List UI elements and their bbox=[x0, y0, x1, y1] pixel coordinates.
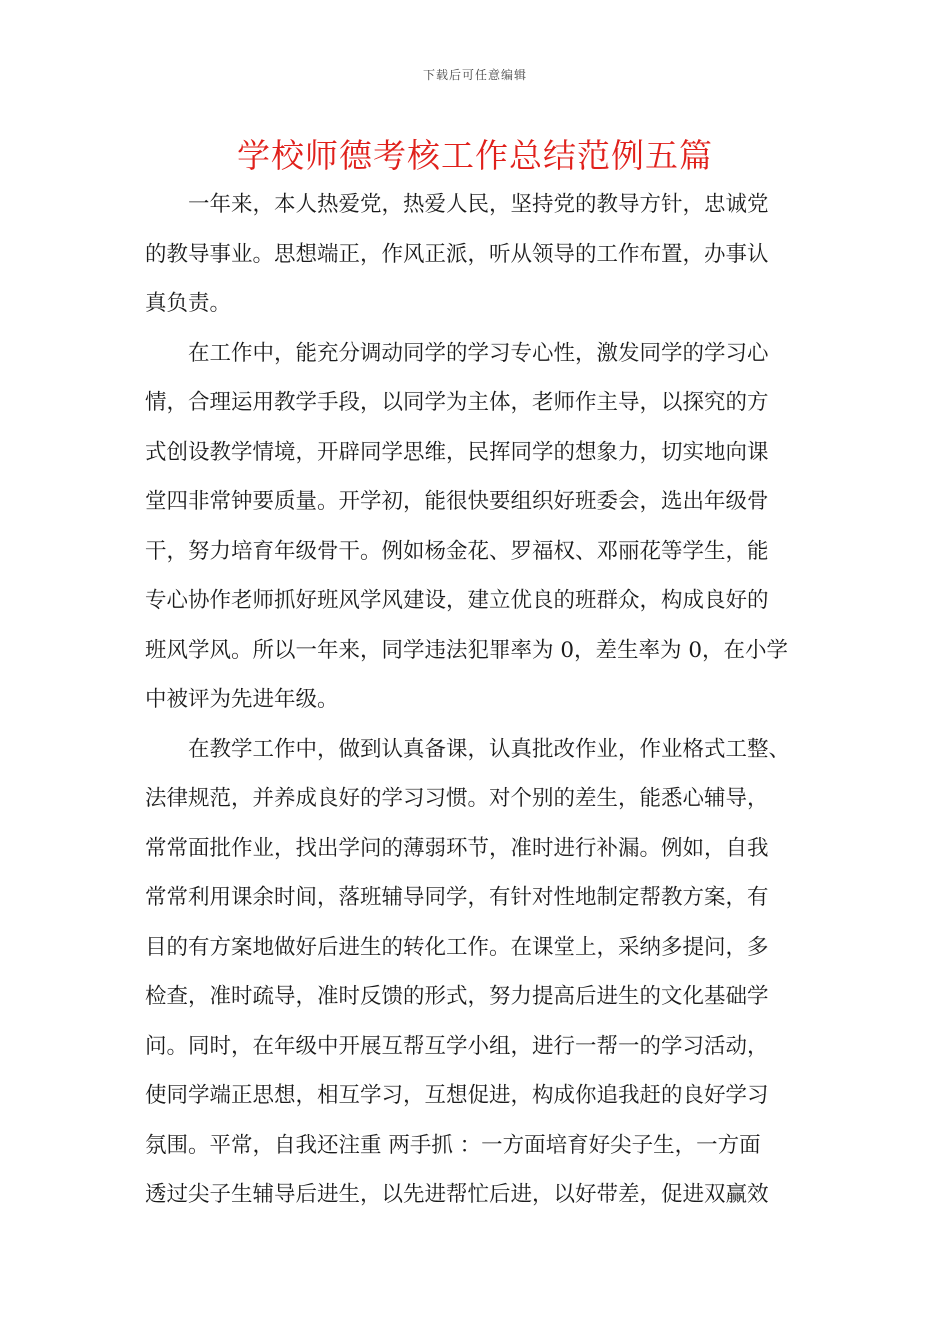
paragraph-line: 干，努力培育年级骨干。例如杨金花、罗福权、邓丽花等学生，能 bbox=[145, 538, 769, 564]
paragraph-line: 在教学工作中，做到认真备课，认真批改作业，作业格式工整、 bbox=[188, 736, 791, 762]
paragraph-line: 常常利用课余时间，落班辅导同学，有针对性地制定帮教方案，有 bbox=[145, 885, 769, 910]
paragraph-line: 堂四非常钟要质量。开学初，能很快要组织好班委会，选出年级骨 bbox=[145, 489, 769, 514]
paragraph-line: 在工作中，能充分调动同学的学习专心性，激发同学的学习心 bbox=[188, 340, 769, 366]
paragraph-line: 班风学风。所以一年来，同学违法犯罪率为 0，差生率为 0，在小学 bbox=[145, 637, 789, 663]
paragraph-line: 法律规范，并养成良好的学习习惯。对个别的差生，能悉心辅导， bbox=[145, 786, 769, 811]
paragraph-line: 式创设教学情境，开辟同学思维，民挥同学的想象力，切实地向课 bbox=[145, 439, 769, 465]
paragraph-line: 检查，准时疏导，准时反馈的形式，努力提高后进生的文化基础学 bbox=[145, 984, 769, 1009]
paragraph-line: 问。同时，在年级中开展互帮互学小组，进行一帮一的学习活动， bbox=[145, 1033, 769, 1059]
paragraph-line: 真负责。 bbox=[145, 291, 232, 316]
paragraph-line: 一年来，本人热爱党，热爱人民，坚持党的教导方针，忠诚党 bbox=[188, 192, 769, 217]
paragraph-line: 常常面批作业，找出学问的薄弱环节，准时进行补漏。例如，自我 bbox=[145, 835, 769, 861]
paragraph-line: 中被评为先进年级。 bbox=[145, 687, 339, 712]
paragraph-3 bbox=[145, 725, 815, 1220]
document-body bbox=[145, 180, 815, 1220]
document-title: 学校师德考核工作总结范例五篇 bbox=[237, 136, 713, 175]
paragraph-line: 氛围。平常，自我还注重 两手抓 ：一方面培育好尖子生，一方面 bbox=[145, 1132, 761, 1158]
paragraph-line: 情，合理运用教学手段，以同学为主体，老师作主导，以探究的方 bbox=[145, 390, 769, 415]
paragraph-line: 目的有方案地做好后进生的转化工作。在课堂上，采纳多提问，多 bbox=[145, 934, 769, 960]
paragraph-line: 透过尖子生辅导后进生，以先进帮忙后进，以好带差，促进双赢效 bbox=[145, 1182, 769, 1207]
paragraph-line: 的教导事业。思想端正，作风正派，听从领导的工作布置，办事认 bbox=[145, 241, 769, 267]
paragraph-2 bbox=[145, 329, 815, 725]
page-header-note: 下载后可任意编辑 bbox=[422, 68, 527, 82]
paragraph-line: 专心协作老师抓好班风学风建设，建立优良的班群众，构成良好的 bbox=[145, 588, 769, 613]
paragraph-line: 使同学端正思想，相互学习，互想促进，构成你追我赶的良好学习 bbox=[145, 1083, 769, 1108]
paragraph-1 bbox=[145, 180, 815, 329]
